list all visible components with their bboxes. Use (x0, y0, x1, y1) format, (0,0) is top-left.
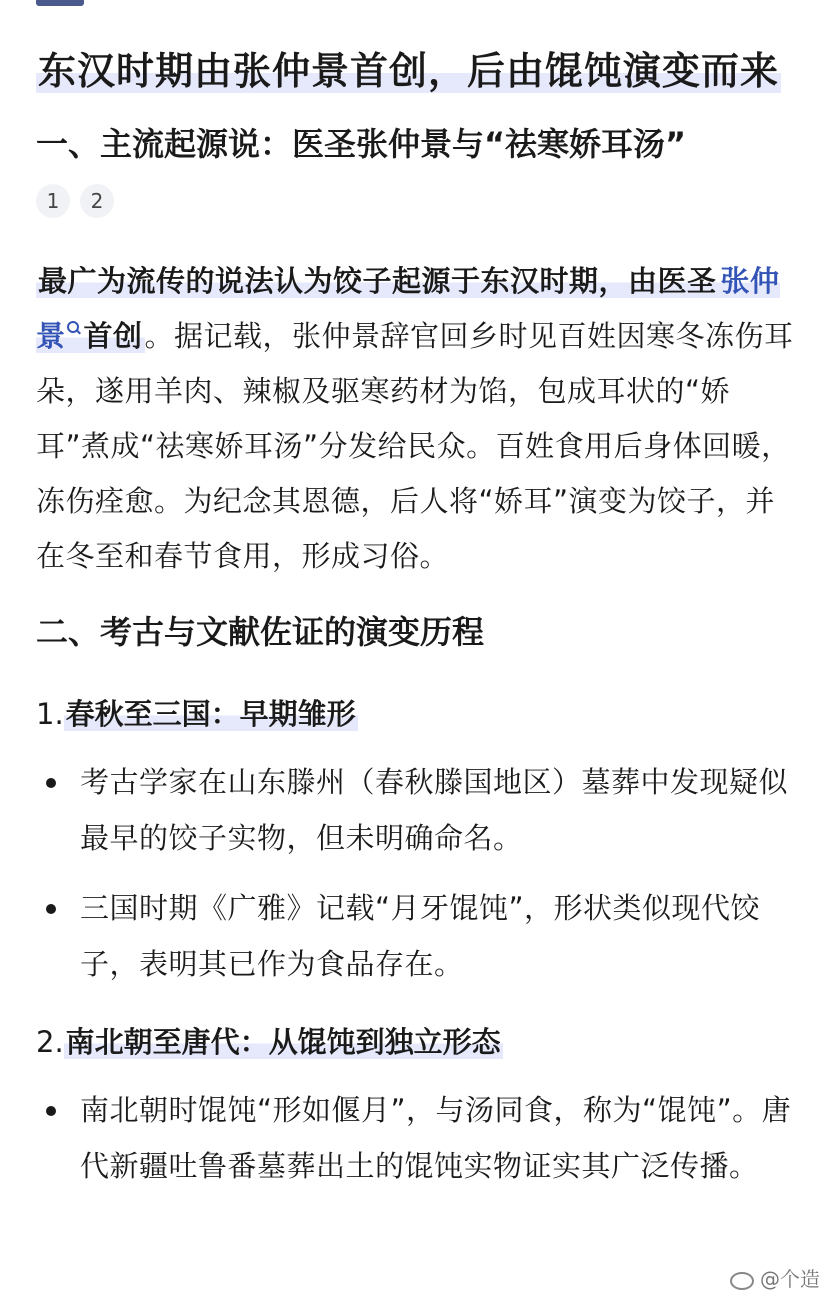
weibo-watermark (730, 1263, 820, 1292)
reference-badge-2[interactable]: 2 (80, 184, 114, 218)
para-rest: 。据记载，张仲景辞官回乡时见百姓因寒冬冻伤耳朵，遂用羊肉、辣椒及驱寒药材为馅，包成耳状的“娇耳”煮成“祛寒娇耳汤”分发给民众。百姓食用后身体回暖，冻伤痊愈。为纪念其恩德，后人将“娇耳”演变为饺子，并在冬至和春节食用，形成习俗。 (36, 319, 794, 573)
section1-paragraph (36, 254, 796, 584)
watermark-text: @个造 (760, 1267, 820, 1291)
article-title (36, 42, 796, 100)
list-item: 南北朝时馄饨“形如偃月”，与汤同食，称为“馄饨”。唐代新疆吐鲁番墓葬出土的馄饨实物证实其广泛传播。 (36, 1082, 796, 1194)
search-icon[interactable] (66, 321, 80, 335)
subsection1-number: 1. (36, 697, 64, 731)
weibo-icon (730, 1268, 756, 1288)
subsection1-heading (36, 692, 796, 736)
reference-list (36, 184, 796, 218)
subsection2-number: 2. (36, 1025, 64, 1059)
title-text: 东汉时期由张仲景首创，后由馄饨演变而来 (38, 49, 780, 93)
list-item: 三国时期《广雅》记载“月牙馄饨”，形状类似现代饺子，表明其已作为食品存在。 (36, 880, 796, 992)
subsection2-heading (36, 1020, 796, 1064)
subsection2-title: 南北朝至唐代：从馄饨到独立形态 (65, 1025, 501, 1059)
subsection1-title: 春秋至三国：早期雏形 (65, 697, 356, 731)
zhangzhongjing-link[interactable]: 张仲景 (36, 264, 780, 353)
list-item: 考古学家在山东滕州（春秋滕国地区）墓葬中发现疑似最早的饺子实物，但未明确命名。 (36, 754, 796, 866)
section2-heading: 二、考古与文献佐证的演变历程 (36, 613, 485, 651)
section1-heading: 一、主流起源说：医圣张仲景与“祛寒娇耳汤” (36, 125, 687, 163)
reference-badge-1[interactable]: 1 (36, 184, 70, 218)
para-bold-end: 首创 (83, 319, 143, 353)
top-accent-bar (36, 0, 84, 6)
article-content (36, 42, 796, 1194)
para-bold-start: 最广为流传的说法认为饺子起源于东汉时期，由医圣 (38, 264, 717, 298)
